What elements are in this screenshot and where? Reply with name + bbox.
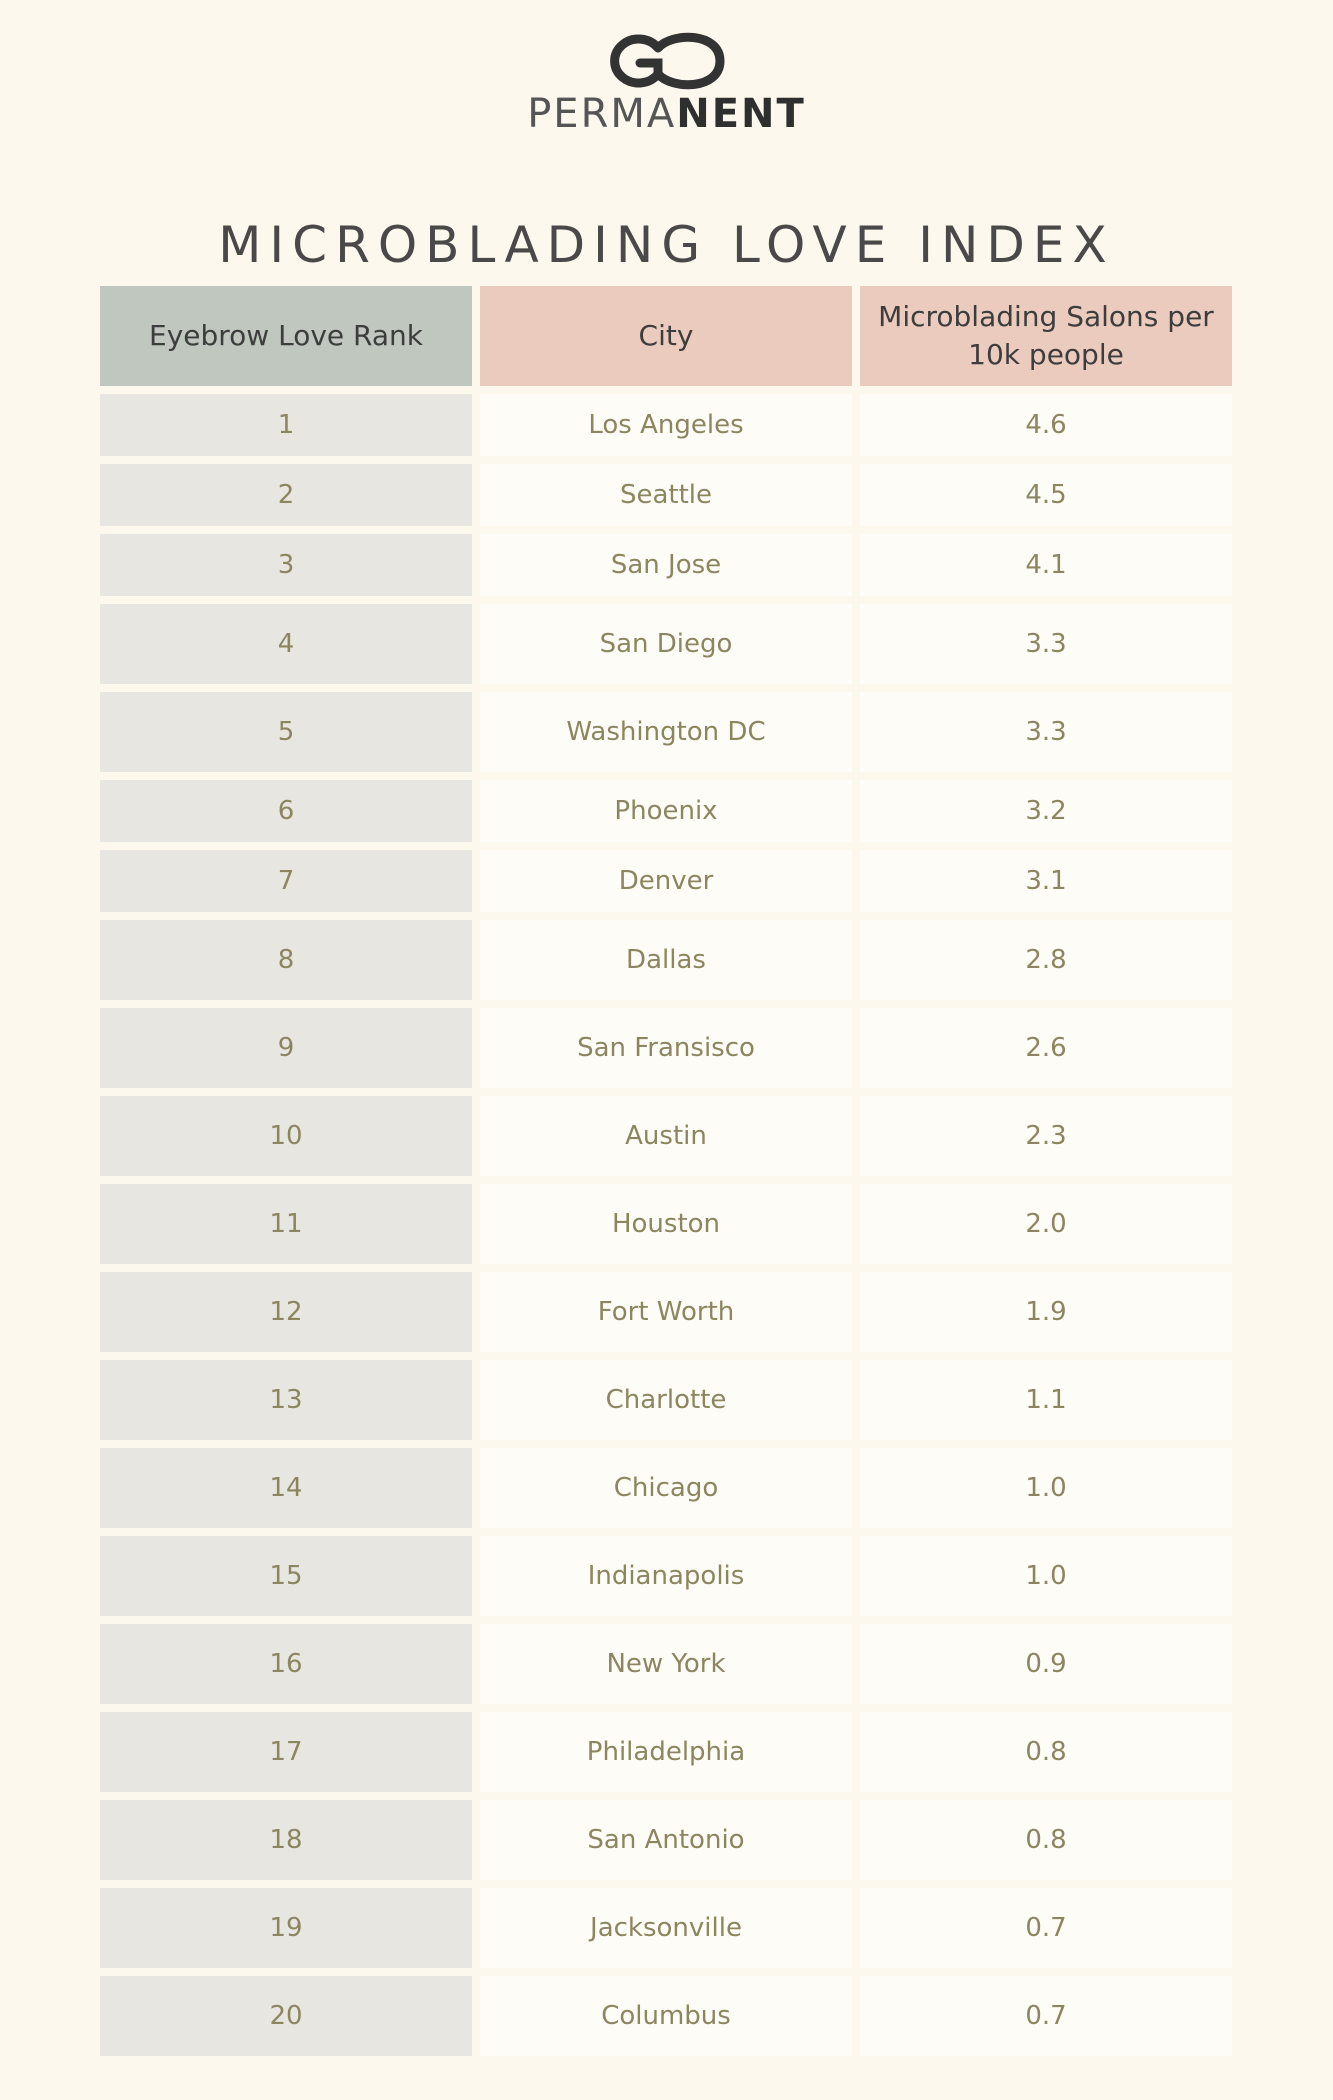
salons-cell: 0.7 bbox=[860, 1976, 1232, 2056]
salons-cell: 3.3 bbox=[860, 692, 1232, 772]
brand-name bbox=[527, 91, 806, 137]
salons-cell: 0.8 bbox=[860, 1800, 1232, 1880]
rank-cell: 14 bbox=[100, 1448, 472, 1528]
rank-cell: 16 bbox=[100, 1624, 472, 1704]
city-cell: Phoenix bbox=[480, 780, 852, 842]
salons-cell: 2.8 bbox=[860, 920, 1232, 1000]
table-row bbox=[100, 1536, 1233, 1616]
rank-cell: 8 bbox=[100, 920, 472, 1000]
header-city: City bbox=[480, 286, 852, 386]
table-row bbox=[100, 1272, 1233, 1352]
salons-cell: 1.1 bbox=[860, 1360, 1232, 1440]
city-cell: Denver bbox=[480, 850, 852, 912]
brand-logo bbox=[0, 30, 1333, 137]
infinity-go-logo-icon bbox=[602, 30, 732, 92]
city-cell: San Fransisco bbox=[480, 1008, 852, 1088]
table-row bbox=[100, 1976, 1233, 2056]
salons-cell: 2.0 bbox=[860, 1184, 1232, 1264]
table-row bbox=[100, 464, 1233, 526]
salons-cell: 1.9 bbox=[860, 1272, 1232, 1352]
table-row bbox=[100, 1096, 1233, 1176]
salons-cell: 0.7 bbox=[860, 1888, 1232, 1968]
salons-cell: 3.2 bbox=[860, 780, 1232, 842]
city-cell: Fort Worth bbox=[480, 1272, 852, 1352]
rank-cell: 15 bbox=[100, 1536, 472, 1616]
salons-cell: 4.5 bbox=[860, 464, 1232, 526]
table-row bbox=[100, 394, 1233, 456]
rank-cell: 4 bbox=[100, 604, 472, 684]
salons-cell: 3.3 bbox=[860, 604, 1232, 684]
brand-name-light: PERMA bbox=[527, 91, 677, 137]
rank-cell: 5 bbox=[100, 692, 472, 772]
header-rank: Eyebrow Love Rank bbox=[100, 286, 472, 386]
city-cell: Columbus bbox=[480, 1976, 852, 2056]
salons-cell: 1.0 bbox=[860, 1448, 1232, 1528]
rank-cell: 19 bbox=[100, 1888, 472, 1968]
city-cell: Dallas bbox=[480, 920, 852, 1000]
table-row bbox=[100, 850, 1233, 912]
rank-cell: 13 bbox=[100, 1360, 472, 1440]
rank-cell: 18 bbox=[100, 1800, 472, 1880]
table-row bbox=[100, 1448, 1233, 1528]
table-row bbox=[100, 1008, 1233, 1088]
city-cell: San Antonio bbox=[480, 1800, 852, 1880]
rank-cell: 3 bbox=[100, 534, 472, 596]
salons-cell: 0.8 bbox=[860, 1712, 1232, 1792]
city-cell: San Jose bbox=[480, 534, 852, 596]
city-cell: Charlotte bbox=[480, 1360, 852, 1440]
city-cell: Seattle bbox=[480, 464, 852, 526]
city-cell: Jacksonville bbox=[480, 1888, 852, 1968]
salons-cell: 2.6 bbox=[860, 1008, 1232, 1088]
rank-cell: 10 bbox=[100, 1096, 472, 1176]
rank-cell: 17 bbox=[100, 1712, 472, 1792]
city-cell: Indianapolis bbox=[480, 1536, 852, 1616]
rank-cell: 11 bbox=[100, 1184, 472, 1264]
city-cell: Chicago bbox=[480, 1448, 852, 1528]
city-cell: Houston bbox=[480, 1184, 852, 1264]
city-cell: Austin bbox=[480, 1096, 852, 1176]
table-row bbox=[100, 1184, 1233, 1264]
city-cell: New York bbox=[480, 1624, 852, 1704]
rank-cell: 1 bbox=[100, 394, 472, 456]
table-row bbox=[100, 534, 1233, 596]
table-header-row bbox=[100, 286, 1233, 386]
rank-cell: 7 bbox=[100, 850, 472, 912]
brand-name-bold: NENT bbox=[676, 91, 806, 137]
rank-cell: 9 bbox=[100, 1008, 472, 1088]
header-salons: Microblading Salons per 10k people bbox=[860, 286, 1232, 386]
city-cell: Washington DC bbox=[480, 692, 852, 772]
salons-cell: 1.0 bbox=[860, 1536, 1232, 1616]
city-cell: San Diego bbox=[480, 604, 852, 684]
page-title: MICROBLADING LOVE INDEX bbox=[218, 215, 1115, 274]
table-row bbox=[100, 1800, 1233, 1880]
table-row bbox=[100, 692, 1233, 772]
table-row bbox=[100, 1360, 1233, 1440]
table-row bbox=[100, 780, 1233, 842]
salons-cell: 2.3 bbox=[860, 1096, 1232, 1176]
city-cell: Philadelphia bbox=[480, 1712, 852, 1792]
salon-index-table bbox=[100, 286, 1233, 2064]
salons-cell: 4.6 bbox=[860, 394, 1232, 456]
rank-cell: 6 bbox=[100, 780, 472, 842]
salons-cell: 0.9 bbox=[860, 1624, 1232, 1704]
table-row bbox=[100, 1712, 1233, 1792]
rank-cell: 12 bbox=[100, 1272, 472, 1352]
table-row bbox=[100, 604, 1233, 684]
rank-cell: 20 bbox=[100, 1976, 472, 2056]
city-cell: Los Angeles bbox=[480, 394, 852, 456]
table-row bbox=[100, 1888, 1233, 1968]
salons-cell: 4.1 bbox=[860, 534, 1232, 596]
rank-cell: 2 bbox=[100, 464, 472, 526]
salons-cell: 3.1 bbox=[860, 850, 1232, 912]
table-row bbox=[100, 1624, 1233, 1704]
table-row bbox=[100, 920, 1233, 1000]
